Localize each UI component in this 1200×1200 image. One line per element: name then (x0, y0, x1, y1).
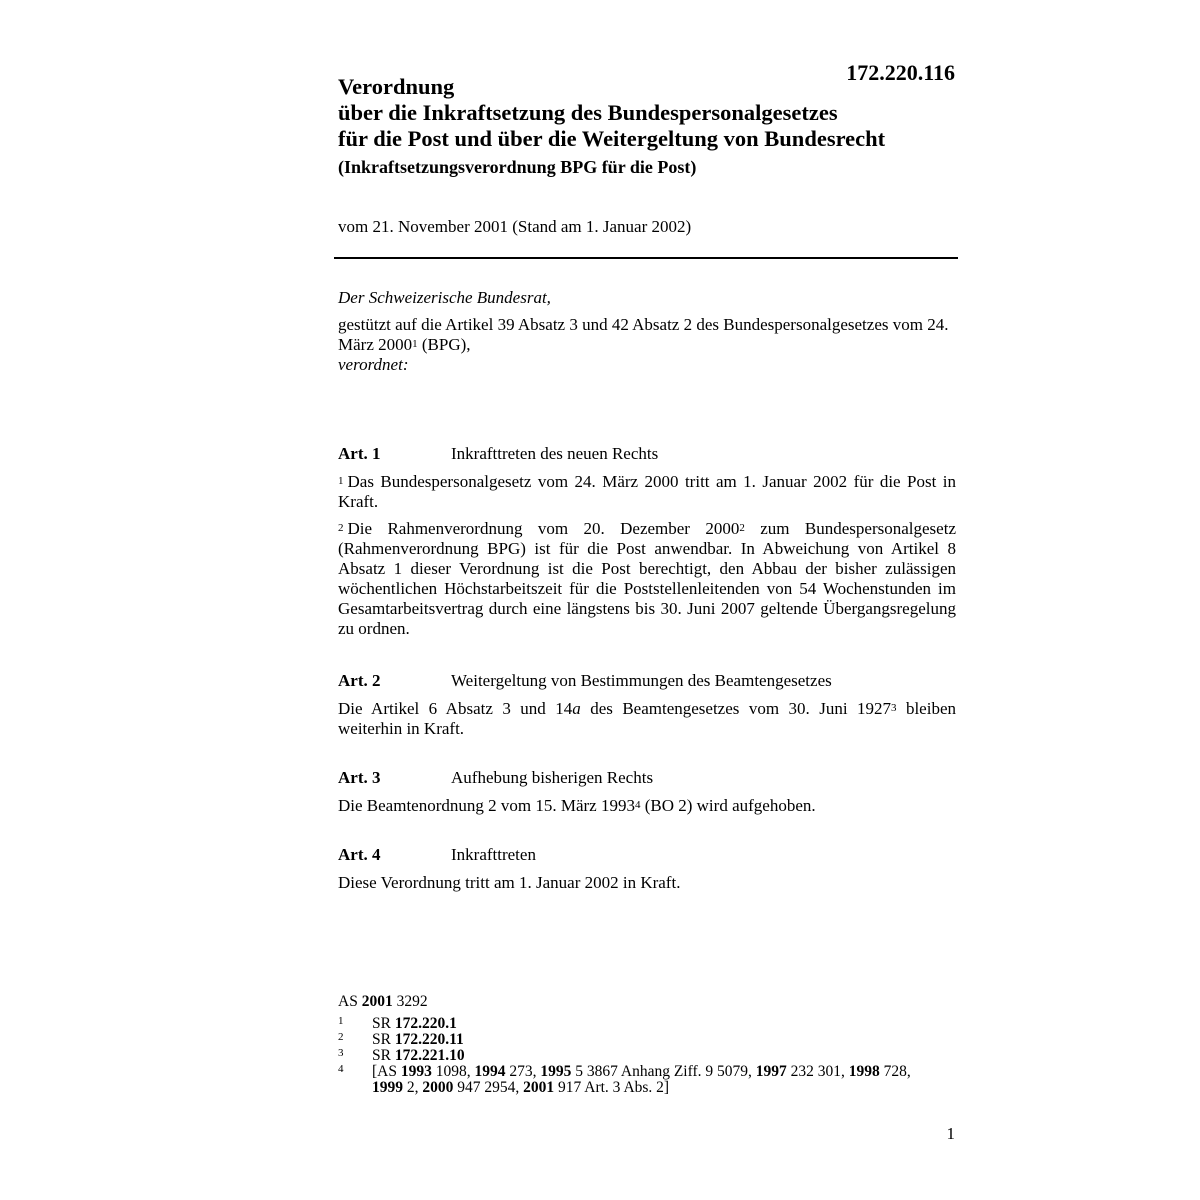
footnote-ref: 172.220.11 (394, 1031, 464, 1048)
fn-part: 947 2954, (453, 1079, 524, 1096)
article-1-paragraph-1 (338, 472, 956, 512)
paragraph-number: 1 (338, 475, 344, 487)
article-1-paragraph-2 (338, 519, 956, 639)
paragraph-number: 2 (338, 522, 344, 534)
article-3 (338, 768, 956, 823)
article-1 (338, 444, 956, 646)
fn-year: 2000 (422, 1079, 454, 1096)
paragraph-text: Die Beamtenordnung 2 vom 15. März 1993 (338, 796, 635, 815)
article-4-title: Inkrafttreten (451, 845, 536, 864)
footnote-prefix: SR (372, 1015, 395, 1032)
footnote-number: 3 (338, 1047, 344, 1059)
fn-part: 728, (879, 1063, 911, 1080)
article-2-paragraph (338, 699, 956, 739)
article-1-number: Art. 1 (338, 444, 381, 463)
footnote-ref-4[interactable]: 4 (634, 799, 641, 811)
paragraph-text-cont: des Beamtengesetzes vom 30. Juni 1927 (580, 699, 891, 718)
fn-year: 1993 (400, 1063, 432, 1080)
fn-year: 1997 (755, 1063, 787, 1080)
date-line: vom 21. November 2001 (Stand am 1. Januar 2002) (338, 217, 692, 236)
paragraph-text: Die Artikel 6 Absatz 3 und 14 (338, 699, 573, 718)
paragraph-text: Die Rahmenverordnung vom 20. Dezember 2000 (347, 519, 740, 538)
fn-year: 1995 (540, 1063, 572, 1080)
as-page: 3292 (392, 993, 428, 1010)
fn-part: [AS (372, 1063, 401, 1080)
preamble (338, 288, 956, 375)
as-reference (338, 994, 956, 1010)
footnote-prefix: SR (372, 1031, 395, 1048)
footnote-number: 1 (338, 1015, 344, 1027)
footnote-2 (338, 1032, 956, 1048)
fn-year: 1998 (848, 1063, 880, 1080)
footnote-prefix: SR (372, 1047, 395, 1064)
paragraph-text-italic: a (572, 699, 581, 718)
fn-part: 917 Art. 3 Abs. 2] (554, 1079, 670, 1096)
article-3-heading (338, 768, 956, 788)
horizontal-rule (334, 257, 958, 259)
article-4-number: Art. 4 (338, 845, 381, 864)
footnote-ref-3[interactable]: 3 (891, 702, 897, 714)
sr-number: 172.220.116 (846, 60, 955, 85)
footnotes (338, 994, 956, 1096)
paragraph-text-cont: zum Bundespersonalgesetz (Rahmenverordnung BPG) ist für die Post anwendbar. In Abweichung von Artikel 8 Absatz 1 dieser Verordnung ist die Post berechtigt, den Abbau der bisher zulässigen wöchentlichen Höchstarbeitszeit für die Poststellenleitenden von 54 Wochenstunden im Gesamtarbeitsvertrag durch eine längstens bis 30. Juni 2007 geltende Übergangsregelung zu ordnen. (338, 519, 956, 638)
footnote-1 (338, 1016, 956, 1032)
article-4-paragraph: Diese Verordnung tritt am 1. Januar 2002 in Kraft. (338, 873, 681, 892)
article-3-title: Aufhebung bisherigen Rechts (451, 768, 654, 787)
short-title: (Inkraftsetzungsverordnung BPG für die Post) (338, 157, 697, 177)
footnote-text (372, 1064, 956, 1096)
footnote-text (372, 1016, 956, 1032)
title-line-1: Verordnung (338, 74, 455, 99)
footnote-number: 2 (338, 1031, 344, 1043)
footnote-number: 4 (338, 1063, 344, 1075)
article-2-number: Art. 2 (338, 671, 381, 690)
footnote-ref-1[interactable]: 1 (412, 338, 418, 350)
paragraph-text-cont: (BO 2) wird aufgehoben. (640, 796, 816, 815)
fn-part: 2, (403, 1079, 423, 1096)
title-line-3: für die Post und über die Weitergeltung von Bundesrecht (338, 126, 886, 151)
article-4-heading (338, 845, 956, 865)
article-4 (338, 845, 956, 900)
legal-basis (338, 315, 956, 355)
fn-year: 2001 (523, 1079, 555, 1096)
footnote-ref: 172.220.1 (394, 1015, 457, 1032)
article-2 (338, 671, 956, 746)
article-3-paragraph (338, 796, 956, 816)
paragraph-text-end: bleiben weiterhin in Kraft. (338, 699, 956, 738)
article-3-number: Art. 3 (338, 768, 381, 787)
as-prefix: AS (338, 993, 362, 1010)
footnote-text (372, 1032, 956, 1048)
paragraph-text: Das Bundespersonalgesetz vom 24. März 2000 tritt am 1. Januar 2002 für die Post in Kraft. (338, 472, 956, 511)
title-block (338, 74, 958, 178)
article-2-heading (338, 671, 956, 691)
fn-part: 1098, (431, 1063, 475, 1080)
fn-part: 273, (505, 1063, 541, 1080)
footnote-4 (338, 1064, 956, 1096)
as-year: 2001 (361, 993, 393, 1010)
footnote-ref-2[interactable]: 2 (739, 522, 745, 534)
article-2-title: Weitergeltung von Bestimmungen des Beamtengesetzes (451, 671, 832, 690)
footnote-text (372, 1048, 956, 1064)
fn-part: 232 301, (786, 1063, 849, 1080)
article-1-heading (338, 444, 956, 464)
article-1-title: Inkrafttreten des neuen Rechts (451, 444, 659, 463)
page-number: 1 (946, 1124, 955, 1143)
footnote-3 (338, 1048, 956, 1064)
footnote-ref: 172.221.10 (394, 1047, 465, 1064)
authority-body: Der Schweizerische Bundesrat, (338, 288, 551, 307)
fn-year: 1994 (474, 1063, 506, 1080)
legal-basis-text: gestützt auf die Artikel 39 Absatz 3 und 42 Absatz 2 des Bundespersonalgesetzes vom 24. März 2000 (338, 315, 949, 354)
fn-part: 5 3867 Anhang Ziff. 9 5079, (571, 1063, 756, 1080)
title-line-2: über die Inkraftsetzung des Bundespersonalgesetzes (338, 100, 838, 125)
legal-basis-text-end: (BPG), (417, 335, 471, 354)
enacts-word: verordnet: (338, 355, 409, 374)
fn-year: 1999 (372, 1079, 403, 1096)
